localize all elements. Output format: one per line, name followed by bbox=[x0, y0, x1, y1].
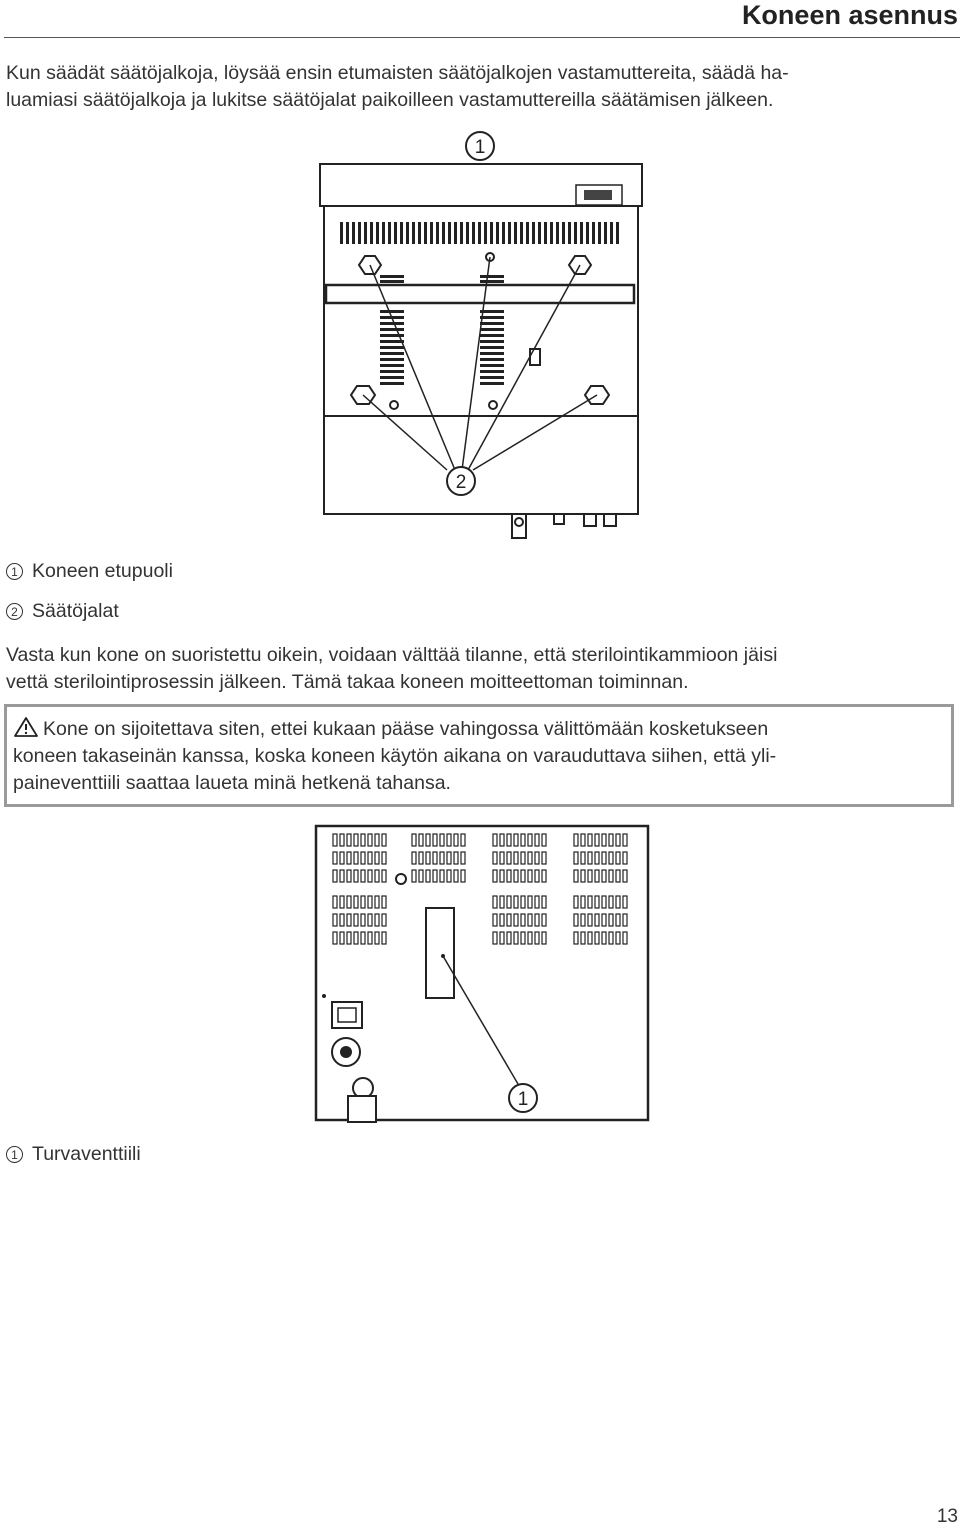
warning-line-2: koneen takaseinän kanssa, koska koneen käytön aikana on varauduttava siihen, että yli- bbox=[13, 745, 777, 767]
page-number: 13 bbox=[936, 1506, 958, 1527]
levelling-paragraph bbox=[6, 642, 950, 696]
header-divider bbox=[4, 37, 960, 38]
machine-rear-view-figure bbox=[308, 820, 658, 1125]
legend-number-safety-valve: 1 bbox=[6, 1146, 23, 1163]
legend-item-front-side bbox=[6, 560, 173, 583]
legend-number-2: 2 bbox=[6, 603, 23, 620]
levelling-line-1: Vasta kun kone on suoristettu oikein, voidaan välttää tilanne, että sterilointikammioon jäisi bbox=[6, 644, 778, 666]
warning-line-1 bbox=[13, 716, 945, 743]
callout-adjustable-feet bbox=[447, 467, 475, 495]
page-title: Koneen asennus bbox=[741, 0, 958, 30]
warning-text-1: Kone on sijoitettava siten, ettei kukaan pääse vahingossa välittömään kosketukseen bbox=[43, 718, 769, 740]
legend-item-safety-valve bbox=[6, 1143, 141, 1166]
warning-box bbox=[4, 704, 954, 807]
legend-label-front-side: Koneen etupuoli bbox=[32, 560, 173, 582]
callout-front-side bbox=[466, 132, 494, 160]
intro-paragraph bbox=[6, 60, 950, 114]
callout-1-text: 1 bbox=[474, 137, 486, 158]
legend-label-safety-valve: Turvaventtiili bbox=[32, 1143, 141, 1165]
legend-number-1: 1 bbox=[6, 563, 23, 580]
callout-safety-valve bbox=[509, 1084, 537, 1112]
callout-safety-valve-text: 1 bbox=[517, 1089, 529, 1110]
legend-label-adjustable-feet: Säätöjalat bbox=[32, 600, 119, 622]
levelling-line-2: vettä sterilointiprosessin jälkeen. Tämä takaa koneen moitteettoman toiminnan. bbox=[6, 671, 689, 693]
intro-line-1: Kun säädät säätöjalkoja, löysää ensin etumaisten säätöjalkojen vastamuttereita, säädä ha- bbox=[6, 62, 789, 84]
callout-2-text: 2 bbox=[455, 472, 467, 493]
warning-line-3: paineventtiili saattaa laueta minä hetkenä tahansa. bbox=[13, 772, 451, 794]
intro-line-2: luamiasi säätöjalkoja ja lukitse säätöjalat paikoilleen vastamuttereilla säätämisen jälkeen. bbox=[6, 89, 774, 111]
warning-triangle-icon bbox=[13, 716, 39, 738]
legend-item-adjustable-feet bbox=[6, 600, 119, 623]
machine-bottom-view-figure bbox=[300, 125, 670, 545]
